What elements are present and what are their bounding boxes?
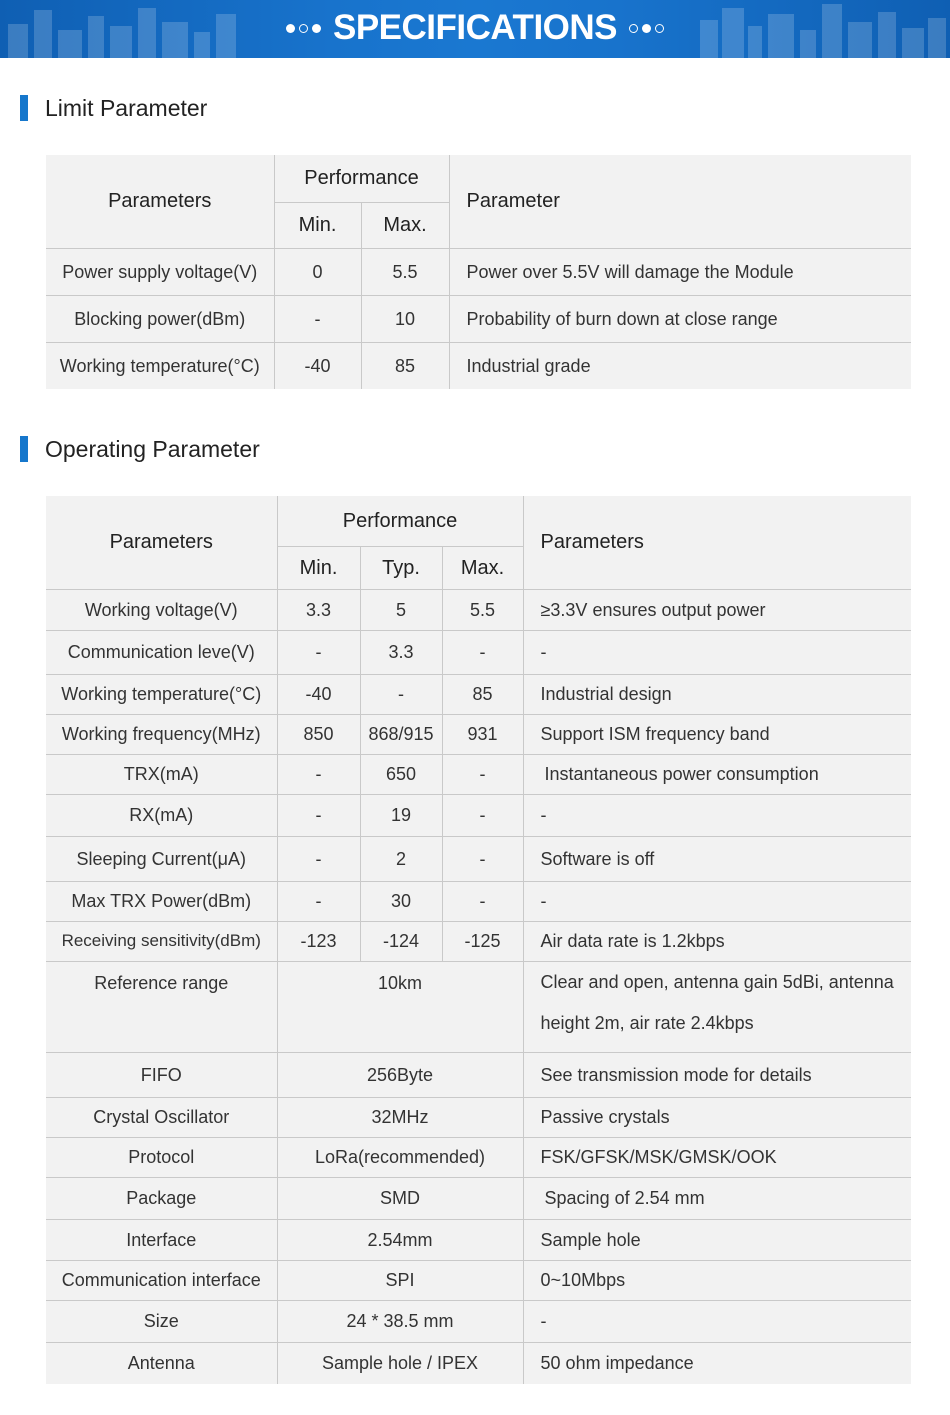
- row-note: ≥3.3V ensures output power: [523, 589, 911, 630]
- row-note: FSK/GFSK/MSK/GMSK/OOK: [523, 1137, 911, 1177]
- row-max: 5.5: [442, 589, 523, 630]
- row-max: 5.5: [361, 248, 449, 295]
- row-name: Receiving sensitivity(dBm): [46, 921, 277, 961]
- row-name: Power supply voltage(V): [46, 248, 274, 295]
- header-note: Parameters: [523, 496, 911, 589]
- row-typ: 30: [360, 881, 442, 921]
- table-row: [46, 248, 911, 295]
- row-max: 931: [442, 714, 523, 754]
- table-row: [46, 961, 911, 1052]
- table-row: [46, 1177, 911, 1219]
- row-min: -: [277, 836, 360, 881]
- row-min: -: [277, 630, 360, 674]
- row-note: Industrial grade: [449, 342, 911, 389]
- row-note: Air data rate is 1.2kbps: [523, 921, 911, 961]
- row-value: 2.54mm: [277, 1219, 523, 1260]
- row-note: -: [523, 1300, 911, 1342]
- operating-heading-label: Operating Parameter: [45, 436, 260, 462]
- row-typ: 19: [360, 794, 442, 836]
- table-row: [46, 1300, 911, 1342]
- row-typ: -: [360, 674, 442, 714]
- right-dots-decoration: [627, 5, 666, 49]
- table-header-row: [46, 496, 911, 546]
- row-min: -: [277, 754, 360, 794]
- header-parameters: Parameters: [46, 496, 277, 589]
- row-max: -: [442, 630, 523, 674]
- dot-icon: [655, 24, 664, 33]
- row-max: 85: [442, 674, 523, 714]
- table-row: [46, 1097, 911, 1137]
- row-name: Size: [46, 1300, 277, 1342]
- row-note: Probability of burn down at close range: [449, 295, 911, 342]
- row-value: 10km: [277, 961, 523, 1052]
- table-row: [46, 1052, 911, 1097]
- table-row: [46, 295, 911, 342]
- header-max: Max.: [442, 546, 523, 589]
- row-min: 850: [277, 714, 360, 754]
- table-row: [46, 589, 911, 630]
- row-min: -40: [274, 342, 361, 389]
- row-name: Protocol: [46, 1137, 277, 1177]
- row-name: Package: [46, 1177, 277, 1219]
- row-note: Power over 5.5V will damage the Module: [449, 248, 911, 295]
- table-row: [46, 1137, 911, 1177]
- row-min: 0: [274, 248, 361, 295]
- limit-section-heading: [20, 95, 207, 121]
- limit-parameter-table: [46, 155, 911, 389]
- table-row: [46, 1260, 911, 1300]
- header-min: Min.: [274, 202, 361, 248]
- row-note: Software is off: [523, 836, 911, 881]
- dot-icon: [312, 24, 321, 33]
- operating-parameter-table: [46, 496, 911, 1384]
- table-row: [46, 1342, 911, 1384]
- row-value: Sample hole / IPEX: [277, 1342, 523, 1384]
- row-note: Industrial design: [523, 674, 911, 714]
- row-note: 50 ohm impedance: [523, 1342, 911, 1384]
- row-note: -: [523, 630, 911, 674]
- row-typ: 650: [360, 754, 442, 794]
- row-typ: 5: [360, 589, 442, 630]
- row-note: Spacing of 2.54 mm: [523, 1177, 911, 1219]
- row-note: 0~10Mbps: [523, 1260, 911, 1300]
- row-name: Working voltage(V): [46, 589, 277, 630]
- row-value: 256Byte: [277, 1052, 523, 1097]
- left-dots-decoration: [284, 5, 323, 49]
- row-min: -: [274, 295, 361, 342]
- row-name: FIFO: [46, 1052, 277, 1097]
- row-name: TRX(mA): [46, 754, 277, 794]
- banner-title-row: [0, 6, 950, 52]
- row-name: Communication interface: [46, 1260, 277, 1300]
- row-name: Working frequency(MHz): [46, 714, 277, 754]
- row-min: -: [277, 794, 360, 836]
- row-note: See transmission mode for details: [523, 1052, 911, 1097]
- row-typ: 2: [360, 836, 442, 881]
- table-row: [46, 630, 911, 674]
- table-header-row: [46, 155, 911, 202]
- row-max: -: [442, 836, 523, 881]
- header-min: Min.: [277, 546, 360, 589]
- row-name: Working temperature(°C): [46, 674, 277, 714]
- row-name: Blocking power(dBm): [46, 295, 274, 342]
- row-note: -: [523, 794, 911, 836]
- table-row: [46, 674, 911, 714]
- row-value: SPI: [277, 1260, 523, 1300]
- row-value: 32MHz: [277, 1097, 523, 1137]
- row-note: Clear and open, antenna gain 5dBi, antenna height 2m, air rate 2.4kbps: [523, 961, 911, 1052]
- row-name: Max TRX Power(dBm): [46, 881, 277, 921]
- row-min: -40: [277, 674, 360, 714]
- header-performance: Performance: [277, 496, 523, 546]
- row-note: -: [523, 881, 911, 921]
- row-name: RX(mA): [46, 794, 277, 836]
- row-name: Reference range: [46, 961, 277, 1052]
- row-min: 3.3: [277, 589, 360, 630]
- row-name: Crystal Oscillator: [46, 1097, 277, 1137]
- header-typ: Typ.: [360, 546, 442, 589]
- dot-icon: [642, 24, 651, 33]
- table-row: [46, 794, 911, 836]
- table-row: [46, 921, 911, 961]
- section-accent-bar: [20, 95, 28, 121]
- row-note: Passive crystals: [523, 1097, 911, 1137]
- table-row: [46, 1219, 911, 1260]
- row-max: -: [442, 794, 523, 836]
- specifications-banner: [0, 0, 950, 58]
- row-name: Communication leve(V): [46, 630, 277, 674]
- operating-section-heading: [20, 436, 260, 462]
- row-max: -: [442, 754, 523, 794]
- section-accent-bar: [20, 436, 28, 462]
- limit-heading-label: Limit Parameter: [45, 95, 208, 121]
- table-row: [46, 881, 911, 921]
- row-min: -: [277, 881, 360, 921]
- header-max: Max.: [361, 202, 449, 248]
- dot-icon: [299, 24, 308, 33]
- row-name: Interface: [46, 1219, 277, 1260]
- row-name: Antenna: [46, 1342, 277, 1384]
- row-max: -125: [442, 921, 523, 961]
- table-row: [46, 754, 911, 794]
- row-max: -: [442, 881, 523, 921]
- row-value: 24 * 38.5 mm: [277, 1300, 523, 1342]
- row-typ: 868/915: [360, 714, 442, 754]
- table-row: [46, 836, 911, 881]
- row-name: Working temperature(°C): [46, 342, 274, 389]
- row-max: 85: [361, 342, 449, 389]
- dot-icon: [286, 24, 295, 33]
- row-value: SMD: [277, 1177, 523, 1219]
- row-value: LoRa(recommended): [277, 1137, 523, 1177]
- page-title: SPECIFICATIONS: [332, 8, 618, 47]
- header-performance: Performance: [274, 155, 449, 202]
- header-parameters: Parameters: [46, 155, 274, 248]
- row-note: Support ISM frequency band: [523, 714, 911, 754]
- row-note: Sample hole: [523, 1219, 911, 1260]
- table-row: [46, 714, 911, 754]
- row-typ: -124: [360, 921, 442, 961]
- row-max: 10: [361, 295, 449, 342]
- header-note: Parameter: [449, 155, 911, 248]
- row-note: Instantaneous power consumption: [523, 754, 911, 794]
- row-name: Sleeping Current(μA): [46, 836, 277, 881]
- dot-icon: [629, 24, 638, 33]
- table-row: [46, 342, 911, 389]
- row-min: -123: [277, 921, 360, 961]
- row-typ: 3.3: [360, 630, 442, 674]
